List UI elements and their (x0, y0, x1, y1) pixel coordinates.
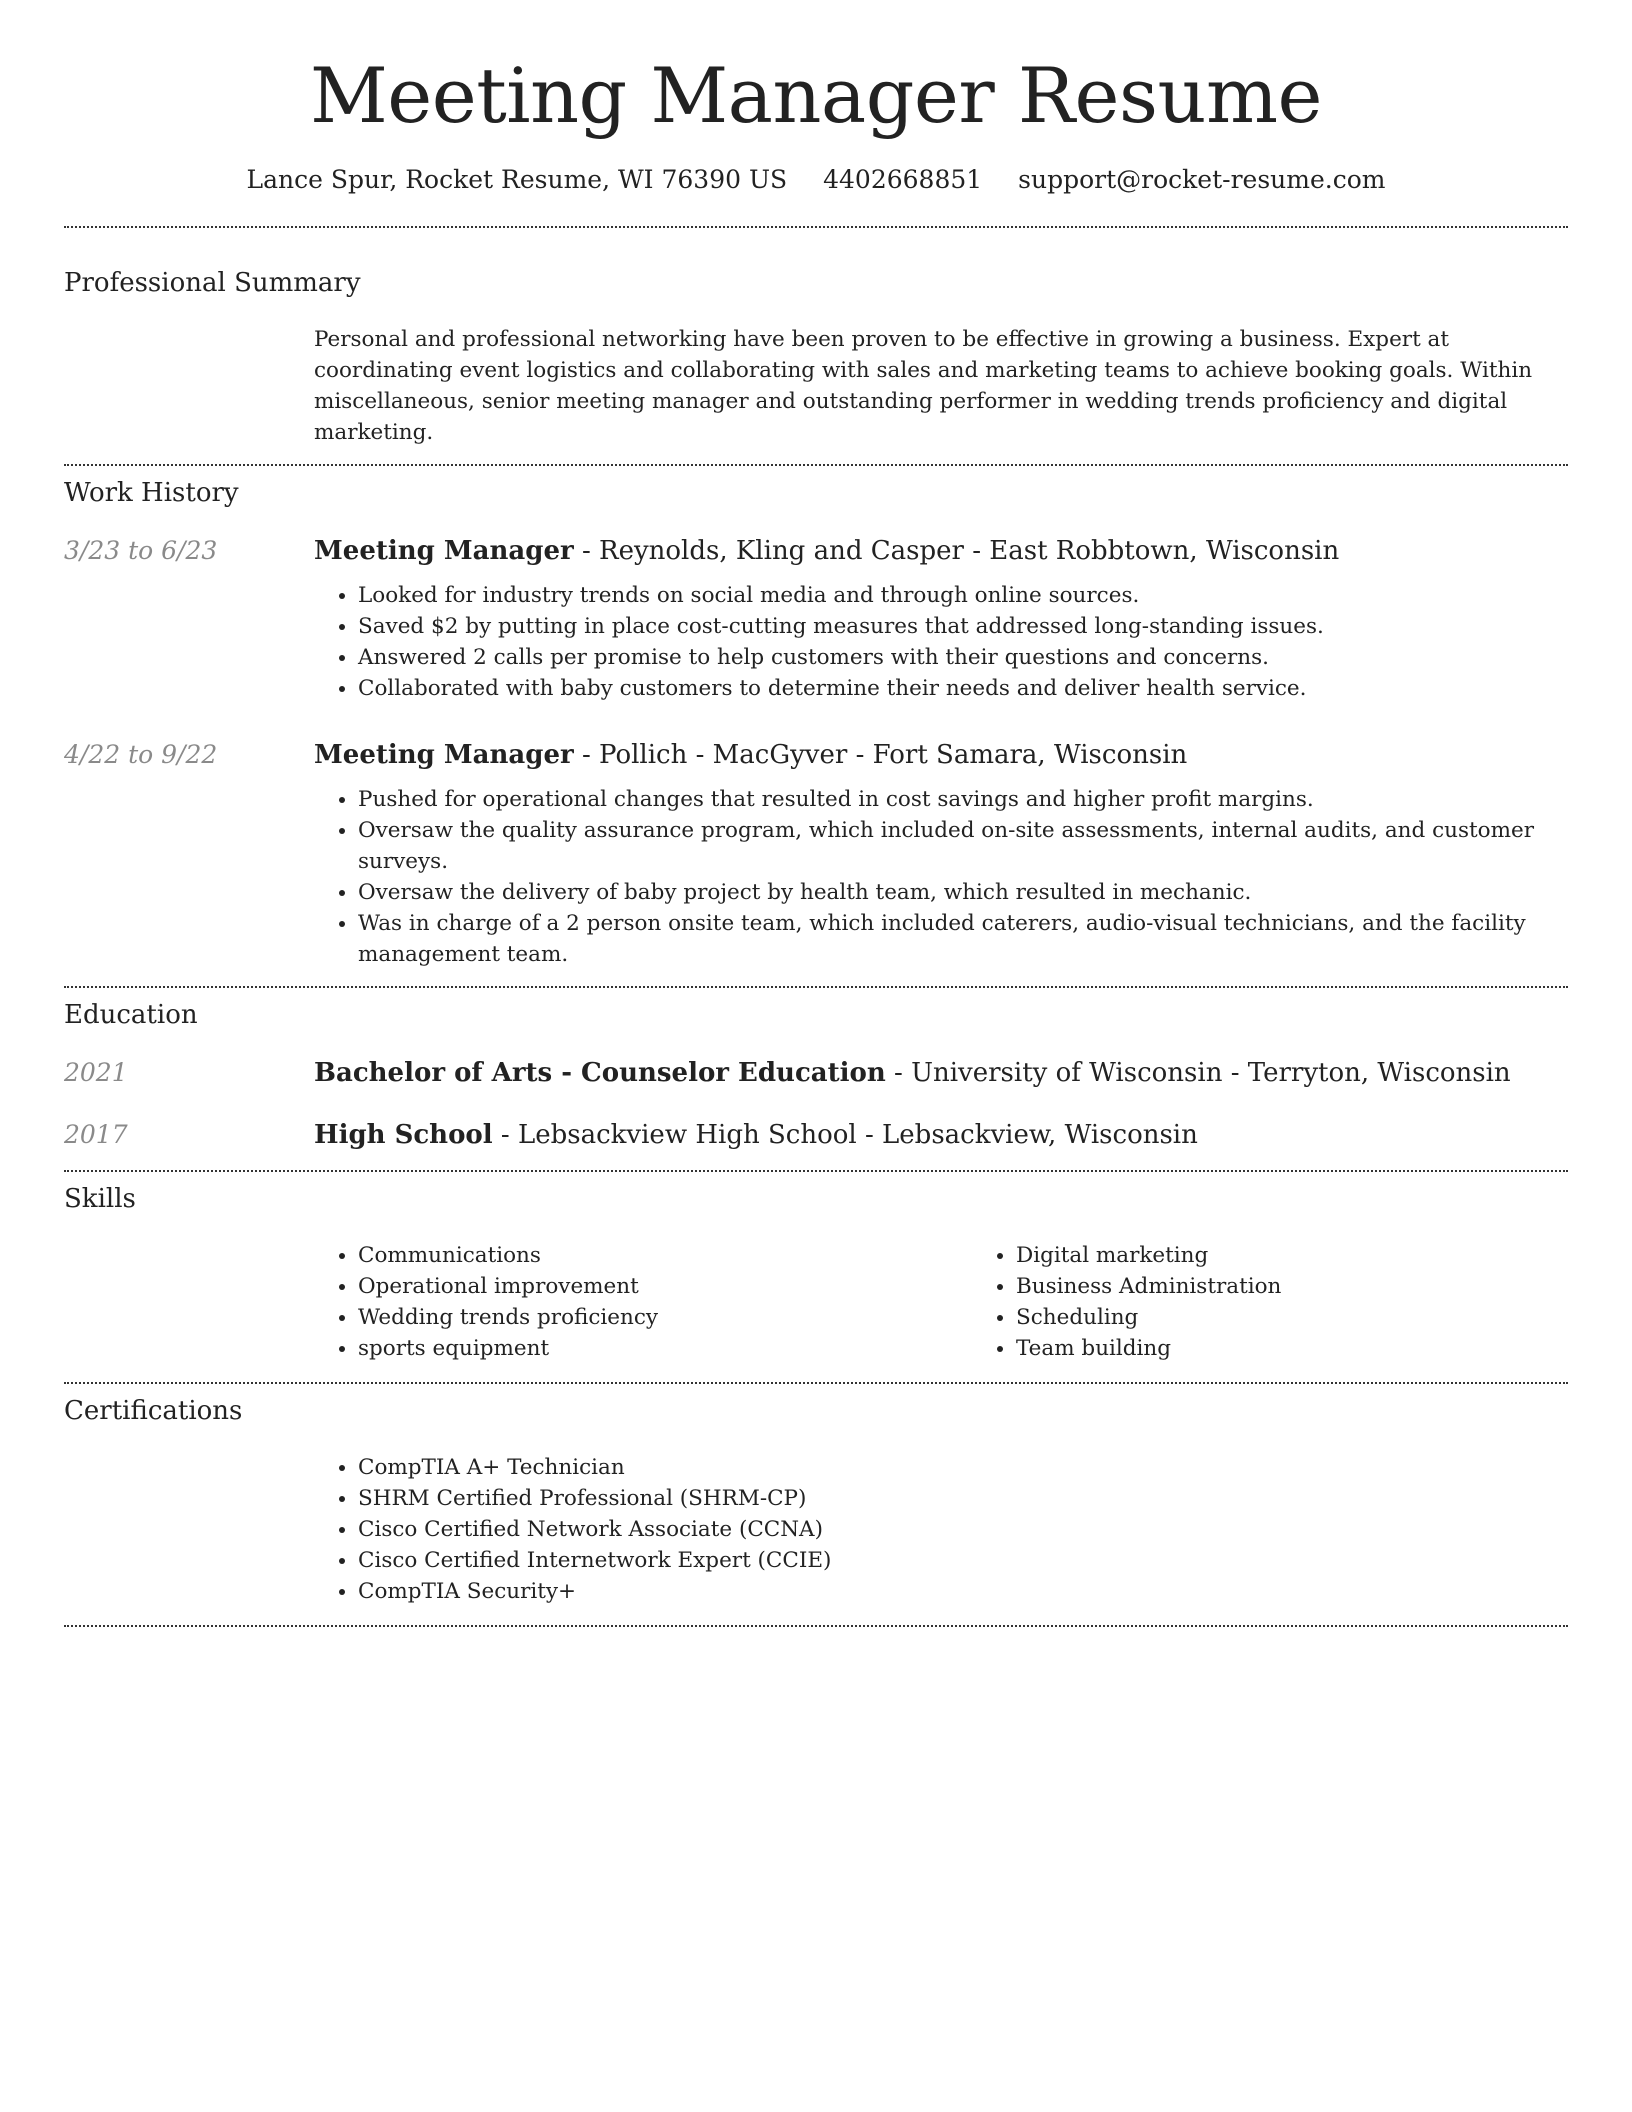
summary-text: Personal and professional networking have been proven to be effective in growing a business. Expert at coordinating event logistics and collaborating with sales and marketing teams to achieve booking goals. Within miscellaneous, senior meeting manager and outstanding performer in wedding trends proficiency and digital marketing. (314, 327, 1533, 446)
contact-line (64, 165, 1568, 194)
list-item: • Collaborated with baby customers to determine their needs and deliver health service. (358, 673, 1568, 704)
job-details: - Reynolds, Kling and Casper - East Robbtown, Wisconsin (573, 536, 1340, 567)
list-item: • Oversaw the delivery of baby project by health team, which resulted in mechanic. (358, 877, 1568, 908)
contact-email: support@rocket-resume.com (1018, 165, 1386, 195)
list-item: • Digital marketing (1016, 1240, 1630, 1271)
education-year: 2021 (64, 1058, 128, 1088)
job-role: Meeting Manager (314, 740, 574, 771)
education-section (64, 988, 1568, 1150)
list-item: • Cisco Certified Internetwork Expert (CCIE) (358, 1545, 1568, 1576)
list-item: • Scheduling (1016, 1302, 1630, 1333)
section-heading-skills: Skills (64, 1184, 136, 1215)
list-item: • Team building (1016, 1333, 1630, 1364)
job-entry (64, 536, 1568, 704)
job-title (314, 740, 1568, 770)
list-item: • Oversaw the quality assurance program, which included on-site assessments, internal audits, and customer surveys. (358, 815, 1568, 877)
skills-list-left (314, 1240, 972, 1364)
skills-section (64, 1172, 1568, 1364)
job-entry (64, 740, 1568, 970)
list-item: • Business Administration (1016, 1271, 1630, 1302)
job-title (314, 536, 1568, 566)
education-year: 2017 (64, 1120, 128, 1150)
job-role: Meeting Manager (314, 536, 574, 567)
certifications-list (314, 1452, 1568, 1607)
job-bullets (314, 784, 1568, 970)
job-dates: 4/22 to 9/22 (64, 740, 218, 770)
certifications-section (64, 1384, 1568, 1607)
work-history-section (64, 466, 1568, 970)
list-item: • CompTIA Security+ (358, 1576, 1568, 1607)
section-heading-certifications: Certifications (64, 1396, 243, 1427)
skills-list-right (972, 1240, 1630, 1364)
list-item: • CompTIA A+ Technician (358, 1452, 1568, 1483)
education-entry (64, 1058, 1568, 1088)
summary-section (64, 228, 1568, 448)
section-heading-education: Education (64, 1000, 198, 1031)
list-item: • Wedding trends proficiency (358, 1302, 972, 1333)
list-item: • Cisco Certified Network Associate (CCNA) (358, 1514, 1568, 1545)
list-item: • Communications (358, 1240, 972, 1271)
list-item: • Saved $2 by putting in place cost-cutting measures that addressed long-standing issues. (358, 611, 1568, 642)
education-details: - Lebsackview High School - Lebsackview, Wisconsin (492, 1120, 1198, 1151)
page-title: Meeting Manager Resume (309, 51, 1323, 140)
list-item: • Pushed for operational changes that resulted in cost savings and higher profit margins. (358, 784, 1568, 815)
list-item: • sports equipment (358, 1333, 972, 1364)
list-item: • Operational improvement (358, 1271, 972, 1302)
section-heading-summary: Professional Summary (64, 268, 361, 299)
contact-address: Lance Spur, Rocket Resume, WI 76390 US (246, 165, 788, 195)
education-details: - University of Wisconsin - Terryton, Wisconsin (885, 1058, 1511, 1089)
contact-phone: 4402668851 (823, 165, 983, 195)
list-item: • Looked for industry trends on social media and through online sources. (358, 580, 1568, 611)
job-dates: 3/23 to 6/23 (64, 536, 218, 566)
education-entry (64, 1120, 1568, 1150)
education-degree: Bachelor of Arts - Counselor Education (314, 1058, 886, 1089)
list-item: • Answered 2 calls per promise to help customers with their questions and concerns. (358, 642, 1568, 673)
divider (64, 1625, 1568, 1627)
section-heading-work: Work History (64, 478, 239, 509)
list-item: • SHRM Certified Professional (SHRM-CP) (358, 1483, 1568, 1514)
job-bullets (314, 580, 1568, 704)
resume-header (64, 0, 1568, 194)
education-degree: High School (314, 1120, 493, 1151)
job-details: - Pollich - MacGyver - Fort Samara, Wisconsin (573, 740, 1188, 771)
list-item: • Was in charge of a 2 person onsite team, which included caterers, audio-visual technicians, and the facility management team. (358, 908, 1568, 970)
